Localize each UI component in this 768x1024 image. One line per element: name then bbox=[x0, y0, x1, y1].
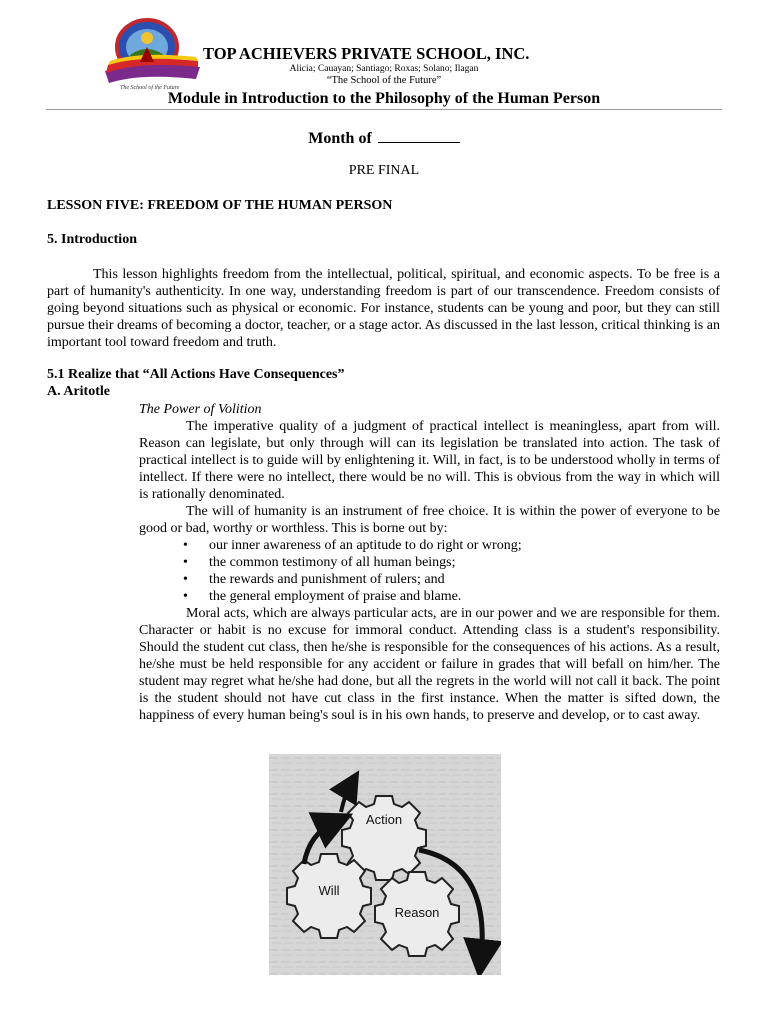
introduction-heading: 5. Introduction bbox=[47, 232, 137, 247]
list-item-text: the common testimony of all human beings; bbox=[209, 555, 456, 570]
list-item bbox=[139, 554, 720, 571]
school-name: TOP ACHIEVERS PRIVATE SCHOOL, INC. bbox=[203, 44, 530, 63]
gear-will bbox=[287, 854, 371, 938]
will-action-reason-diagram bbox=[269, 754, 501, 975]
bullet-icon: • bbox=[183, 589, 188, 604]
logo-ribbon-text: The School of the Future bbox=[120, 85, 180, 91]
section-subheading: A. Aritotle bbox=[47, 384, 110, 399]
paragraph-volition: The imperative quality of a judgment of practical intellect is meaningless, apart from will. Reason can legislate, but only through will can its legislation be translated into action. The task of practical intellect is to guide will by enlightening it. Will, in fact, is to be understood wholly in terms of intellect. If there were no intellect, there would be no will. This is obvious from the way in which will is rationally denominated. bbox=[139, 419, 720, 502]
list-item bbox=[139, 588, 720, 605]
module-title: Module in Introduction to the Philosophy of the Human Person bbox=[167, 90, 601, 107]
gear-reason-label: Reason bbox=[394, 905, 440, 920]
list-item bbox=[139, 571, 720, 588]
aristotle-section bbox=[139, 401, 720, 724]
bullet-icon: • bbox=[183, 538, 188, 553]
list-item bbox=[139, 537, 720, 554]
month-blank bbox=[378, 128, 460, 143]
gear-will-label: Will bbox=[318, 883, 340, 898]
bullet-icon: • bbox=[183, 572, 188, 587]
term-label: PRE FINAL bbox=[348, 163, 420, 178]
section-subtitle: The Power of Volition bbox=[139, 402, 262, 417]
school-motto: “The School of the Future” bbox=[326, 75, 442, 86]
list-item-text: our inner awareness of an aptitude to do right or wrong; bbox=[209, 538, 522, 553]
bullet-icon: • bbox=[183, 555, 188, 570]
list-item-text: the general employment of praise and blame. bbox=[209, 589, 462, 604]
list-item-text: the rewards and punishment of rulers; and bbox=[209, 572, 445, 587]
campus-list: Alicia; Cauayan; Santiago; Roxas; Solano; Ilagan bbox=[289, 64, 479, 74]
paragraph-moral-acts: Moral acts, which are always particular acts, are in our power and we are responsible for them. Character or habit is no excuse for immoral conduct. Attending class is a student's responsibility. Should the student cut class, then he/she is responsible for the consequences of his actions. As a result, he/she must be held responsible for any accident or failure in grades that will befall on him/her. The student may regret what he/she had done, but all the regrets in the world will not call it back. The point is the student should not have cut class in the first instance. When the matter is sifted down, the happiness of every human being's soul is in his own hands, to preserve and develop, or to cast away. bbox=[139, 606, 720, 723]
introduction-paragraph: This lesson highlights freedom from the intellectual, political, spiritual, and economic aspects. To be free is a part of humanity's authenticity. In one way, understanding freedom is part of our transcendence. Freedom consists of going beyond situations such as physical or economic. For instance, students can be young and poor, but they can still pursue their dreams of becoming a doctor, teacher, or a stage actor. As discussed in the last lesson, critical thinking is an important tool toward freedom and truth. bbox=[47, 267, 720, 350]
evidence-list bbox=[139, 537, 720, 605]
gear-reason bbox=[375, 872, 459, 956]
gear-action-label: Action bbox=[365, 812, 403, 827]
paragraph-free-choice: The will of humanity is an instrument of free choice. It is within the power of everyone to be good or bad, worthy or worthless. This is borne out by: bbox=[139, 504, 720, 536]
month-line bbox=[0, 128, 768, 148]
month-label: Month of bbox=[308, 130, 372, 147]
header-divider bbox=[46, 109, 722, 110]
lesson-title: LESSON FIVE: FREEDOM OF THE HUMAN PERSON bbox=[47, 198, 393, 213]
section-heading: 5.1 Realize that “All Actions Have Consequences” bbox=[47, 367, 345, 382]
